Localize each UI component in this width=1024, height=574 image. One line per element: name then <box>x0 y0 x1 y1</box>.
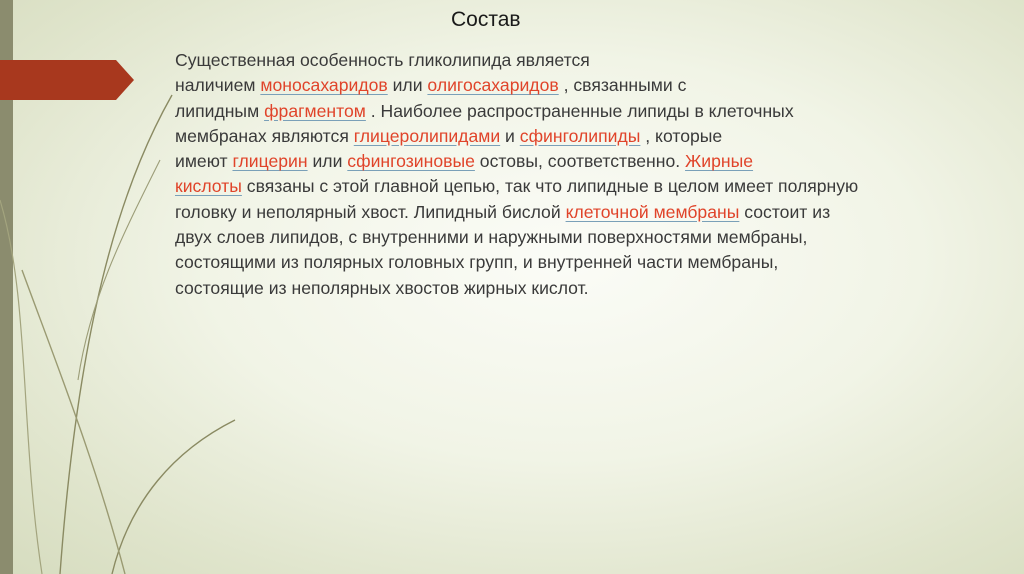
paragraph-line <box>175 124 1015 149</box>
link-sphingosine[interactable]: сфингозиновые <box>347 151 475 172</box>
text-span: состоящие из неполярных хвостов жирных кислот. <box>175 277 589 298</box>
link-monosaccharides[interactable]: моносахаридов <box>260 75 388 96</box>
paragraph-line <box>175 99 1015 124</box>
paragraph-line <box>175 73 1015 98</box>
paragraph-line <box>175 149 1015 174</box>
slide-body-paragraph <box>175 48 1015 301</box>
paragraph-line <box>175 48 1015 73</box>
curve-3 <box>22 270 125 574</box>
text-span: Существенная особенность гликолипида является <box>175 50 590 70</box>
link-cell-membrane[interactable]: клеточной мембраны <box>565 201 740 222</box>
text-span: или <box>387 75 428 96</box>
text-span: наличием <box>175 75 261 96</box>
text-span: состоит из <box>739 201 831 222</box>
curve-2 <box>112 420 235 574</box>
text-span: , связанными с <box>558 75 687 96</box>
slide-title: Состав <box>451 8 521 31</box>
link-glycerol[interactable]: глицерин <box>232 151 308 172</box>
text-span: , которые <box>640 125 723 146</box>
text-span: состоящими из полярных головных групп, и внутренней части мембраны, <box>175 252 779 273</box>
curve-5 <box>78 160 160 380</box>
text-span: . Наиболее распространенные липиды в клеточных <box>365 100 794 121</box>
text-span: мембранах являются <box>175 125 354 146</box>
curve-1 <box>60 95 172 574</box>
link-glycerolipids[interactable]: глицеролипидами <box>353 125 501 146</box>
curve-4 <box>0 200 42 574</box>
paragraph-line <box>175 250 1015 275</box>
paragraph-line <box>175 225 1015 250</box>
link-fatty-acids-cont[interactable]: кислоты <box>175 176 242 197</box>
text-span: имеют <box>175 151 233 172</box>
text-span: липидным <box>175 100 265 121</box>
text-span: и <box>500 125 520 146</box>
link-fatty-acids[interactable]: Жирные <box>685 151 754 172</box>
text-span: двух слоев липидов, с внутренними и наружными поверхностями мембраны, <box>175 227 808 248</box>
paragraph-line <box>175 200 1015 225</box>
text-span: связаны с этой главной цепью, так что липидные в целом имеет полярную <box>241 176 859 197</box>
paragraph-line <box>175 174 1015 199</box>
text-span: головку и неполярный хвост. Липидный бислой <box>175 201 566 222</box>
text-span: остовы, соответственно. <box>474 151 686 172</box>
text-span: или <box>307 151 348 172</box>
arrow-shape <box>0 60 134 100</box>
paragraph-line <box>175 276 1015 301</box>
link-fragment[interactable]: фрагментом <box>264 100 366 121</box>
link-oligosaccharides[interactable]: олигосахаридов <box>427 75 559 96</box>
link-sphingolipids[interactable]: сфинголипиды <box>519 125 641 146</box>
